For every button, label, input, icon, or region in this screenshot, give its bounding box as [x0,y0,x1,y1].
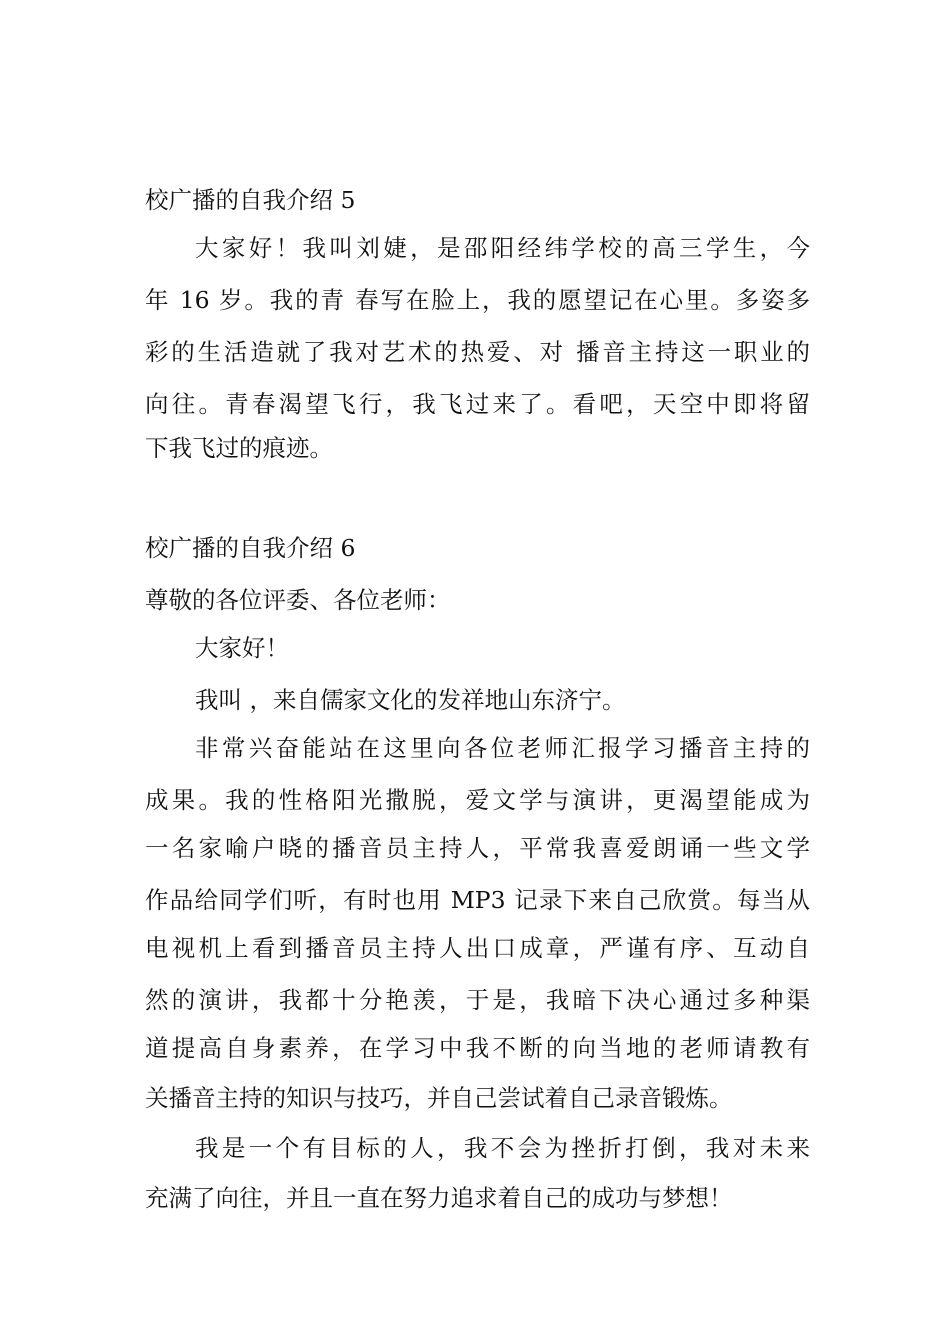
paragraph-line: 成果。我的性格阳光撒脱，爱文学与演讲，更渴望能成为 [145,786,810,814]
paragraph-line: 彩的生活造就了我对艺术的热爱、对 播音主持这一职业的 [145,338,810,366]
paragraph-line: 向往。青春渴望飞行，我飞过来了。看吧，天空中即将留 [145,390,810,418]
paragraph-line: 电视机上看到播音员主持人出口成章，严谨有序、互动自 [145,934,810,962]
salutation: 尊敬的各位评委、各位老师： [145,586,451,614]
intro-line: 我叫 ，来自儒家文化的发祥地山东济宁。 [195,686,626,714]
paragraph-line: 充满了向往，并且一直在努力追求着自己的成功与梦想！ [145,1184,733,1212]
paragraph-line: 一名家喻户晓的播音员主持人，平常我喜爱朗诵一些文学 [145,834,810,862]
paragraph-line: 作品给同学们听，有时也用 MP3 记录下来自己欣赏。每当从 [145,886,810,914]
paragraph-line: 关播音主持的知识与技巧，并自己尝试着自己录音锻炼。 [145,1084,733,1112]
paragraph-line: 道提高自身素养，在学习中我不断的向当地的老师请教有 [145,1034,810,1062]
section-heading: 校广播的自我介绍 6 [145,534,356,562]
paragraph-line: 下我飞过的痕迹。 [145,434,333,462]
greeting: 大家好！ [195,634,289,662]
paragraph-line: 年 16 岁。我的青 春写在脸上，我的愿望记在心里。多姿多 [145,286,810,314]
section-heading: 校广播的自我介绍 5 [145,186,356,214]
paragraph-line: 非常兴奋能站在这里向各位老师汇报学习播音主持的 [195,734,810,762]
paragraph-line: 大家好！我叫刘婕，是邵阳经纬学校的高三学生，今 [195,234,810,262]
paragraph-line: 我是一个有目标的人，我不会为挫折打倒，我对未来 [195,1134,810,1162]
paragraph-line: 然的演讲，我都十分艳羡，于是，我暗下决心通过多种渠 [145,986,810,1014]
